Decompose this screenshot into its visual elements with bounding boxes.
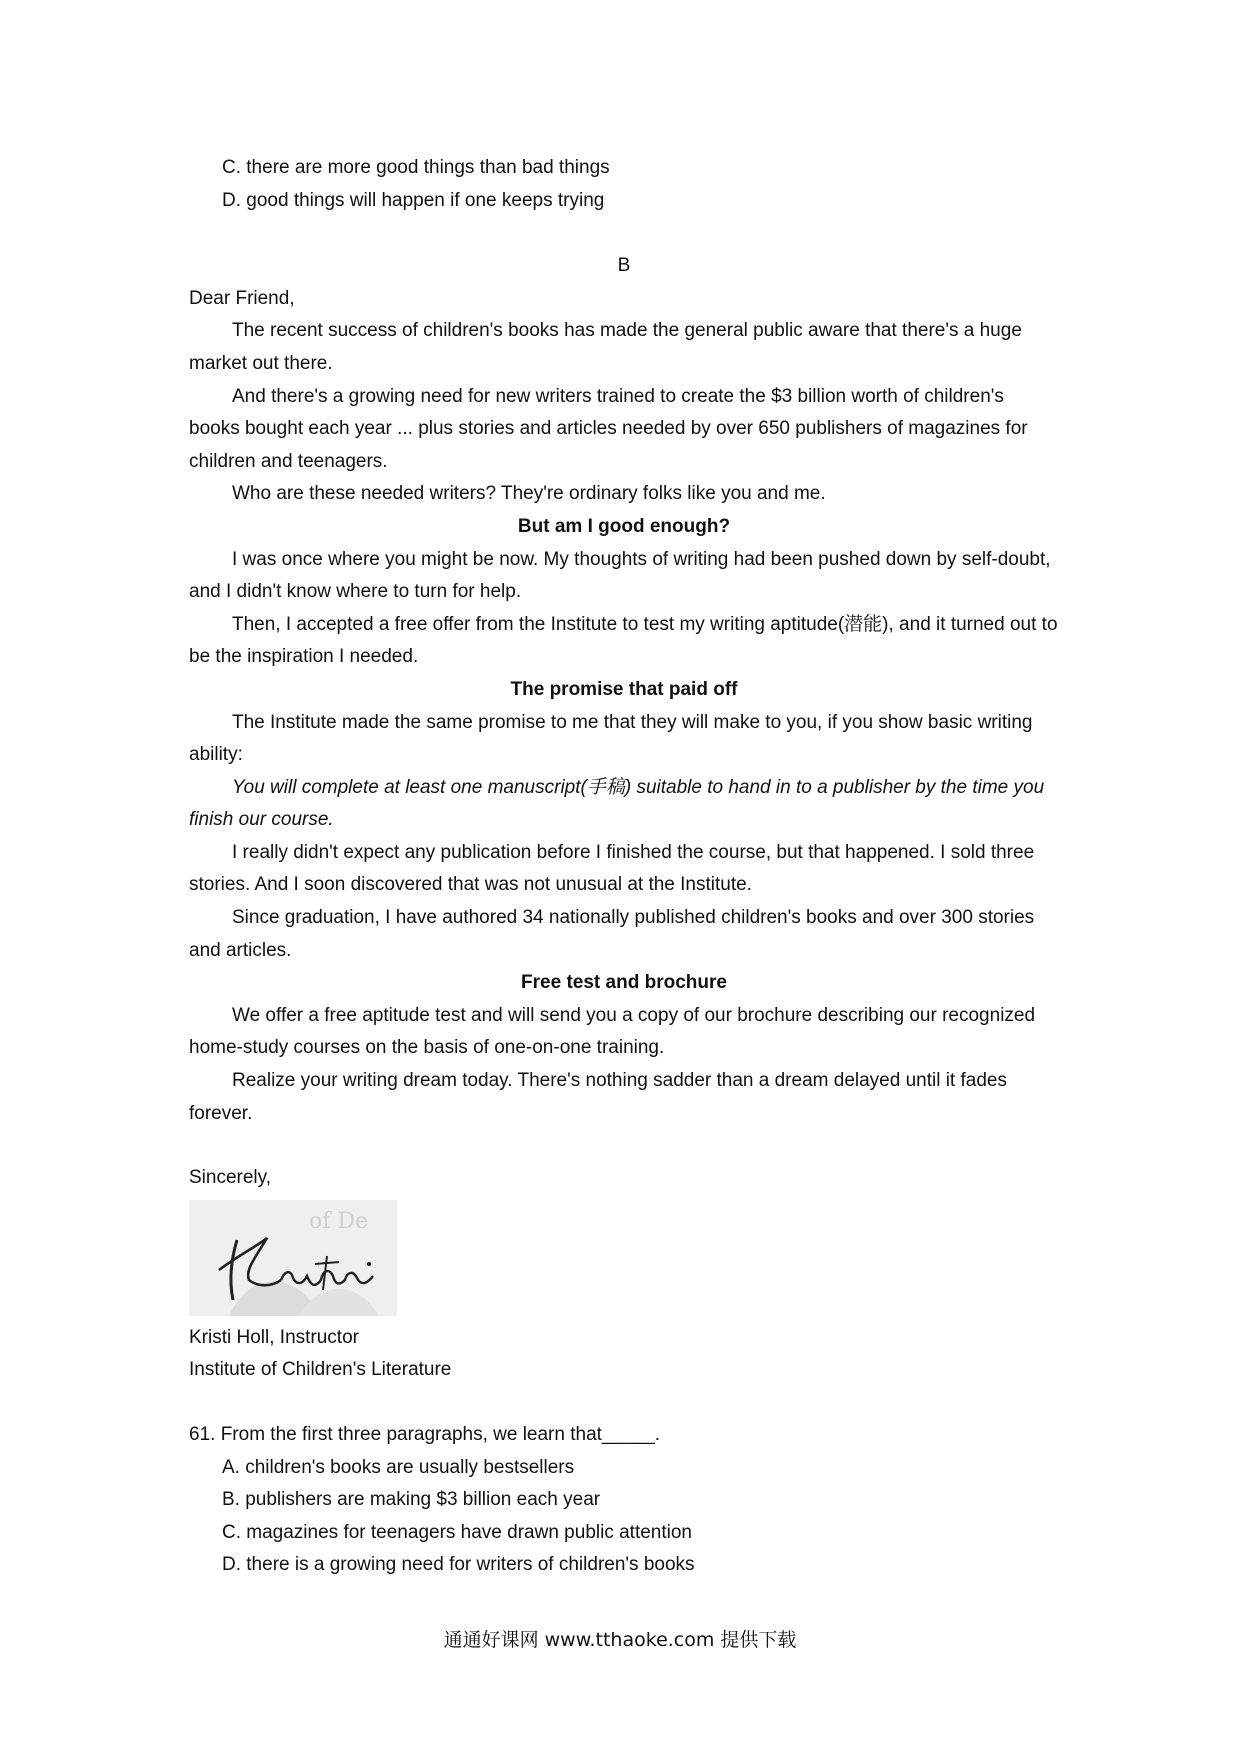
option-c: C. there are more good things than bad things	[222, 157, 610, 178]
footer-watermark: 通通好课网 www.tthaoke.com 提供下载	[443, 1629, 797, 1651]
paragraph: I really didn't expect any publication before I finished the course, but that happened. I sold three stories. And I soon discovered that was not unusual at the Institute.	[189, 841, 1035, 896]
section-label: B	[617, 255, 631, 277]
question-stem: 61. From the first three paragraphs, we learn that_____.	[189, 1424, 661, 1445]
svg-text:of De: of De	[309, 1208, 369, 1234]
paragraph: Who are these needed writers? They're ordinary folks like you and me.	[232, 483, 826, 505]
paragraph: And there's a growing need for new writers trained to create the $3 billion worth of children's books bought each year ... plus stories and articles needed by over 650 publishers of magazines for children and teenagers.	[189, 385, 1028, 472]
signer-org: Institute of Children's Literature	[189, 1359, 452, 1381]
heading: But am I good enough?	[517, 515, 731, 537]
signature-scribble	[189, 1200, 397, 1316]
question-option-a: A. children's books are usually bestsellers	[222, 1456, 575, 1478]
signature-image	[189, 1200, 397, 1316]
heading: The promise that paid off	[510, 678, 738, 700]
paragraph: Realize your writing dream today. There's nothing sadder than a dream delayed until it fades forever.	[189, 1070, 1007, 1124]
paragraph: We offer a free aptitude test and will send you a copy of our brochure describing our recognized home-study courses on the basis of one-on-one training.	[189, 1004, 1036, 1059]
question-option-c: C. magazines for teenagers have drawn public attention	[222, 1521, 692, 1543]
signer-name: Kristi Holl, Instructor	[189, 1326, 359, 1348]
paragraph: Then, I accepted a free offer from the Institute to test my writing aptitude(潜能), and it turned out to be the inspiration I needed.	[189, 613, 1058, 668]
salutation: Dear Friend,	[189, 287, 295, 309]
paragraph: I was once where you might be now. My thoughts of writing had been pushed down by self-doubt, and I didn't know where to turn for help.	[189, 548, 1051, 603]
paragraph: The Institute made the same promise to me that they will make to you, if you show basic writing ability:	[189, 711, 1033, 766]
promise-quote: You will complete at least one manuscript(手稿) suitable to hand in to a publisher by the time you finish our course.	[189, 776, 1045, 831]
question-option-b: B. publishers are making $3 billion each year	[222, 1489, 601, 1511]
paragraph: Since graduation, I have authored 34 nationally published children's books and over 300 stories and articles.	[189, 907, 1035, 961]
paragraph: The recent success of children's books has made the general public aware that there's a huge market out there.	[189, 320, 1022, 374]
option-d: D. good things will happen if one keeps trying	[222, 189, 605, 211]
question-option-d: D. there is a growing need for writers of children's books	[222, 1554, 695, 1576]
heading: Free test and brochure	[521, 972, 727, 994]
closing: Sincerely,	[189, 1167, 272, 1189]
document-page	[189, 152, 1059, 1582]
